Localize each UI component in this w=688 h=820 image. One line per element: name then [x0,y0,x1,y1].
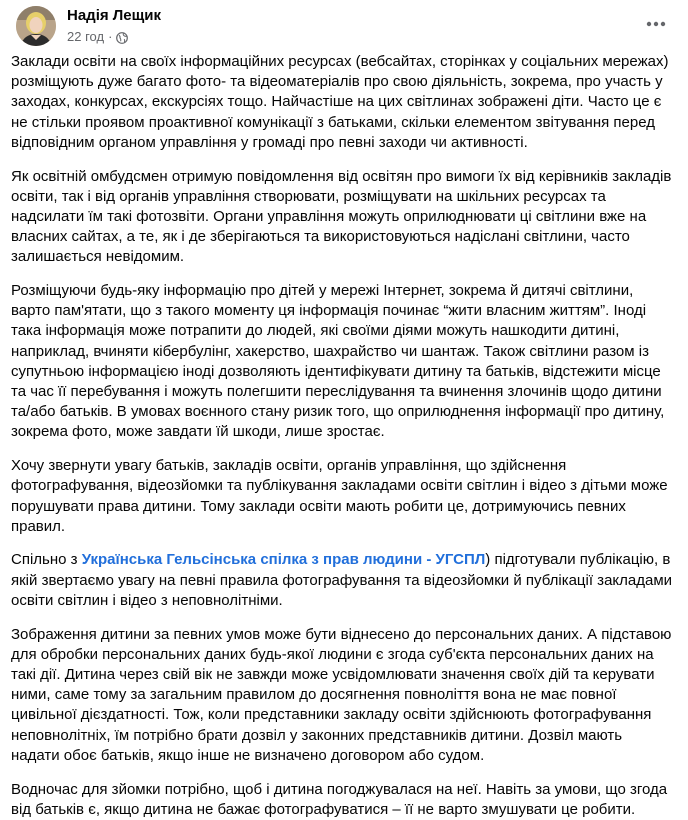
post-header [8,0,674,52]
post-paragraph: Водночас для зйомки потрібно, щоб і дитина погоджувалася на неї. Навіть за умови, що згода від батьків є, якщо дитина не бажає фотографуватися – її не варто змушувати це робити. [11,780,668,818]
meta-separator: · [108,29,113,44]
avatar-portrait [16,6,56,46]
more-options-icon [646,21,666,27]
post-paragraph: Зображення дитини за певних умов може бути віднесено до персональних даних. А підставою для обробки персональних даних будь-якої людини є згода суб'єкта персональних даних на такі дії. Дитина через свій вік не завжди може усвідомлювати значення своїх дій та керувати ними, саме тому за загальним правилом до досягнення повноліття вона не має повної цивільної дієздатності. Тож, коли представники закладу освіти здійснюють фотографування неповнолітніх, їм потрібно брати дозвіл у законних представників дитини. Дозвіл мають надати обоє батьків, якщо інше не визначено договором або судом. [11,625,672,764]
mention-suffix: ) підготували публікацію, в якій звертаємо увагу на певні правила фотографування та відеозйомки й публікації закладами освіти світлин і відео з неповнолітніми. [11,551,673,609]
post-time[interactable]: 22 год [67,29,105,44]
post-paragraph: Заклади освіти на своїх інформаційних ресурсах (вебсайтах, сторінках у соціальних мережах) розміщують дуже багато фото- та відеоматеріалів про свою діяльність, зокрема, про участь у заходах, конкурсах, екскурсіях тощо. Найчастіше на цих світлинах зображені діти. Часто це є не стільки проявом проактивної комунікації з батьками, скільки елементом звітування перед відповідним органом управління у громаді про певні заходи чи активності. [11,53,669,151]
avatar[interactable] [16,6,56,46]
post-paragraph-with-mention [11,550,674,611]
globe-icon [116,31,128,43]
post-author[interactable]: Надія Лещик [67,7,162,24]
more-options-button[interactable] [642,12,670,36]
post-paragraph: Як освітній омбудсмен отримую повідомлення від освітян про вимоги їх від керівників закладів освіти, так і від органів управління створювати, розміщувати на шкільних ресурсах та надсилати їм такі фотозвіти. Органи управління можуть оприлюднювати ці світлини вже на власних сайтах, а те, як і де зберігаються та використовуються надіслані світлини, часто залишається невідомим. [11,167,672,266]
mention-prefix: Спільно з [11,551,82,569]
mention-link[interactable]: Українська Гельсінська спілка з прав людини - УГСПЛ [81,551,486,569]
post-paragraph: Хочу звернути увагу батьків, закладів освіти, органів управління, що здійснення фотографування, відеозйомки та публікування закладами освіти світлин і відео з дітьми може порушувати права дитини. Тому заклади освіти мають робити це, дотримуючись певних правил. [11,457,668,535]
post-meta [67,28,128,46]
post-content [8,52,674,820]
post-paragraph: Розміщуючи будь-яку інформацію про дітей у мережі Інтернет, зокрема й дитячі світлини, варто пам'ятати, що з такого моменту ця інформація починає “жити власним життям”. Іноді така інформація може потрапити до людей, які своїми діями можуть нашкодити дитині, наприклад, вчиняти кібербулінг, хакерство, шахрайство чи шантаж. Також світлини разом із супутньою інформацією іноді дозволяють ідентифікувати дитину та батьків, відстежити місце та час її перебування і можуть полегшити переслідування та вчинення злочинів щодо дитини та/або батьків. В умовах воєнного стану ризик того, що оприлюднення інформації про дитину, зокрема фото, може завдати їй шкоди, лише зростає. [11,282,665,441]
